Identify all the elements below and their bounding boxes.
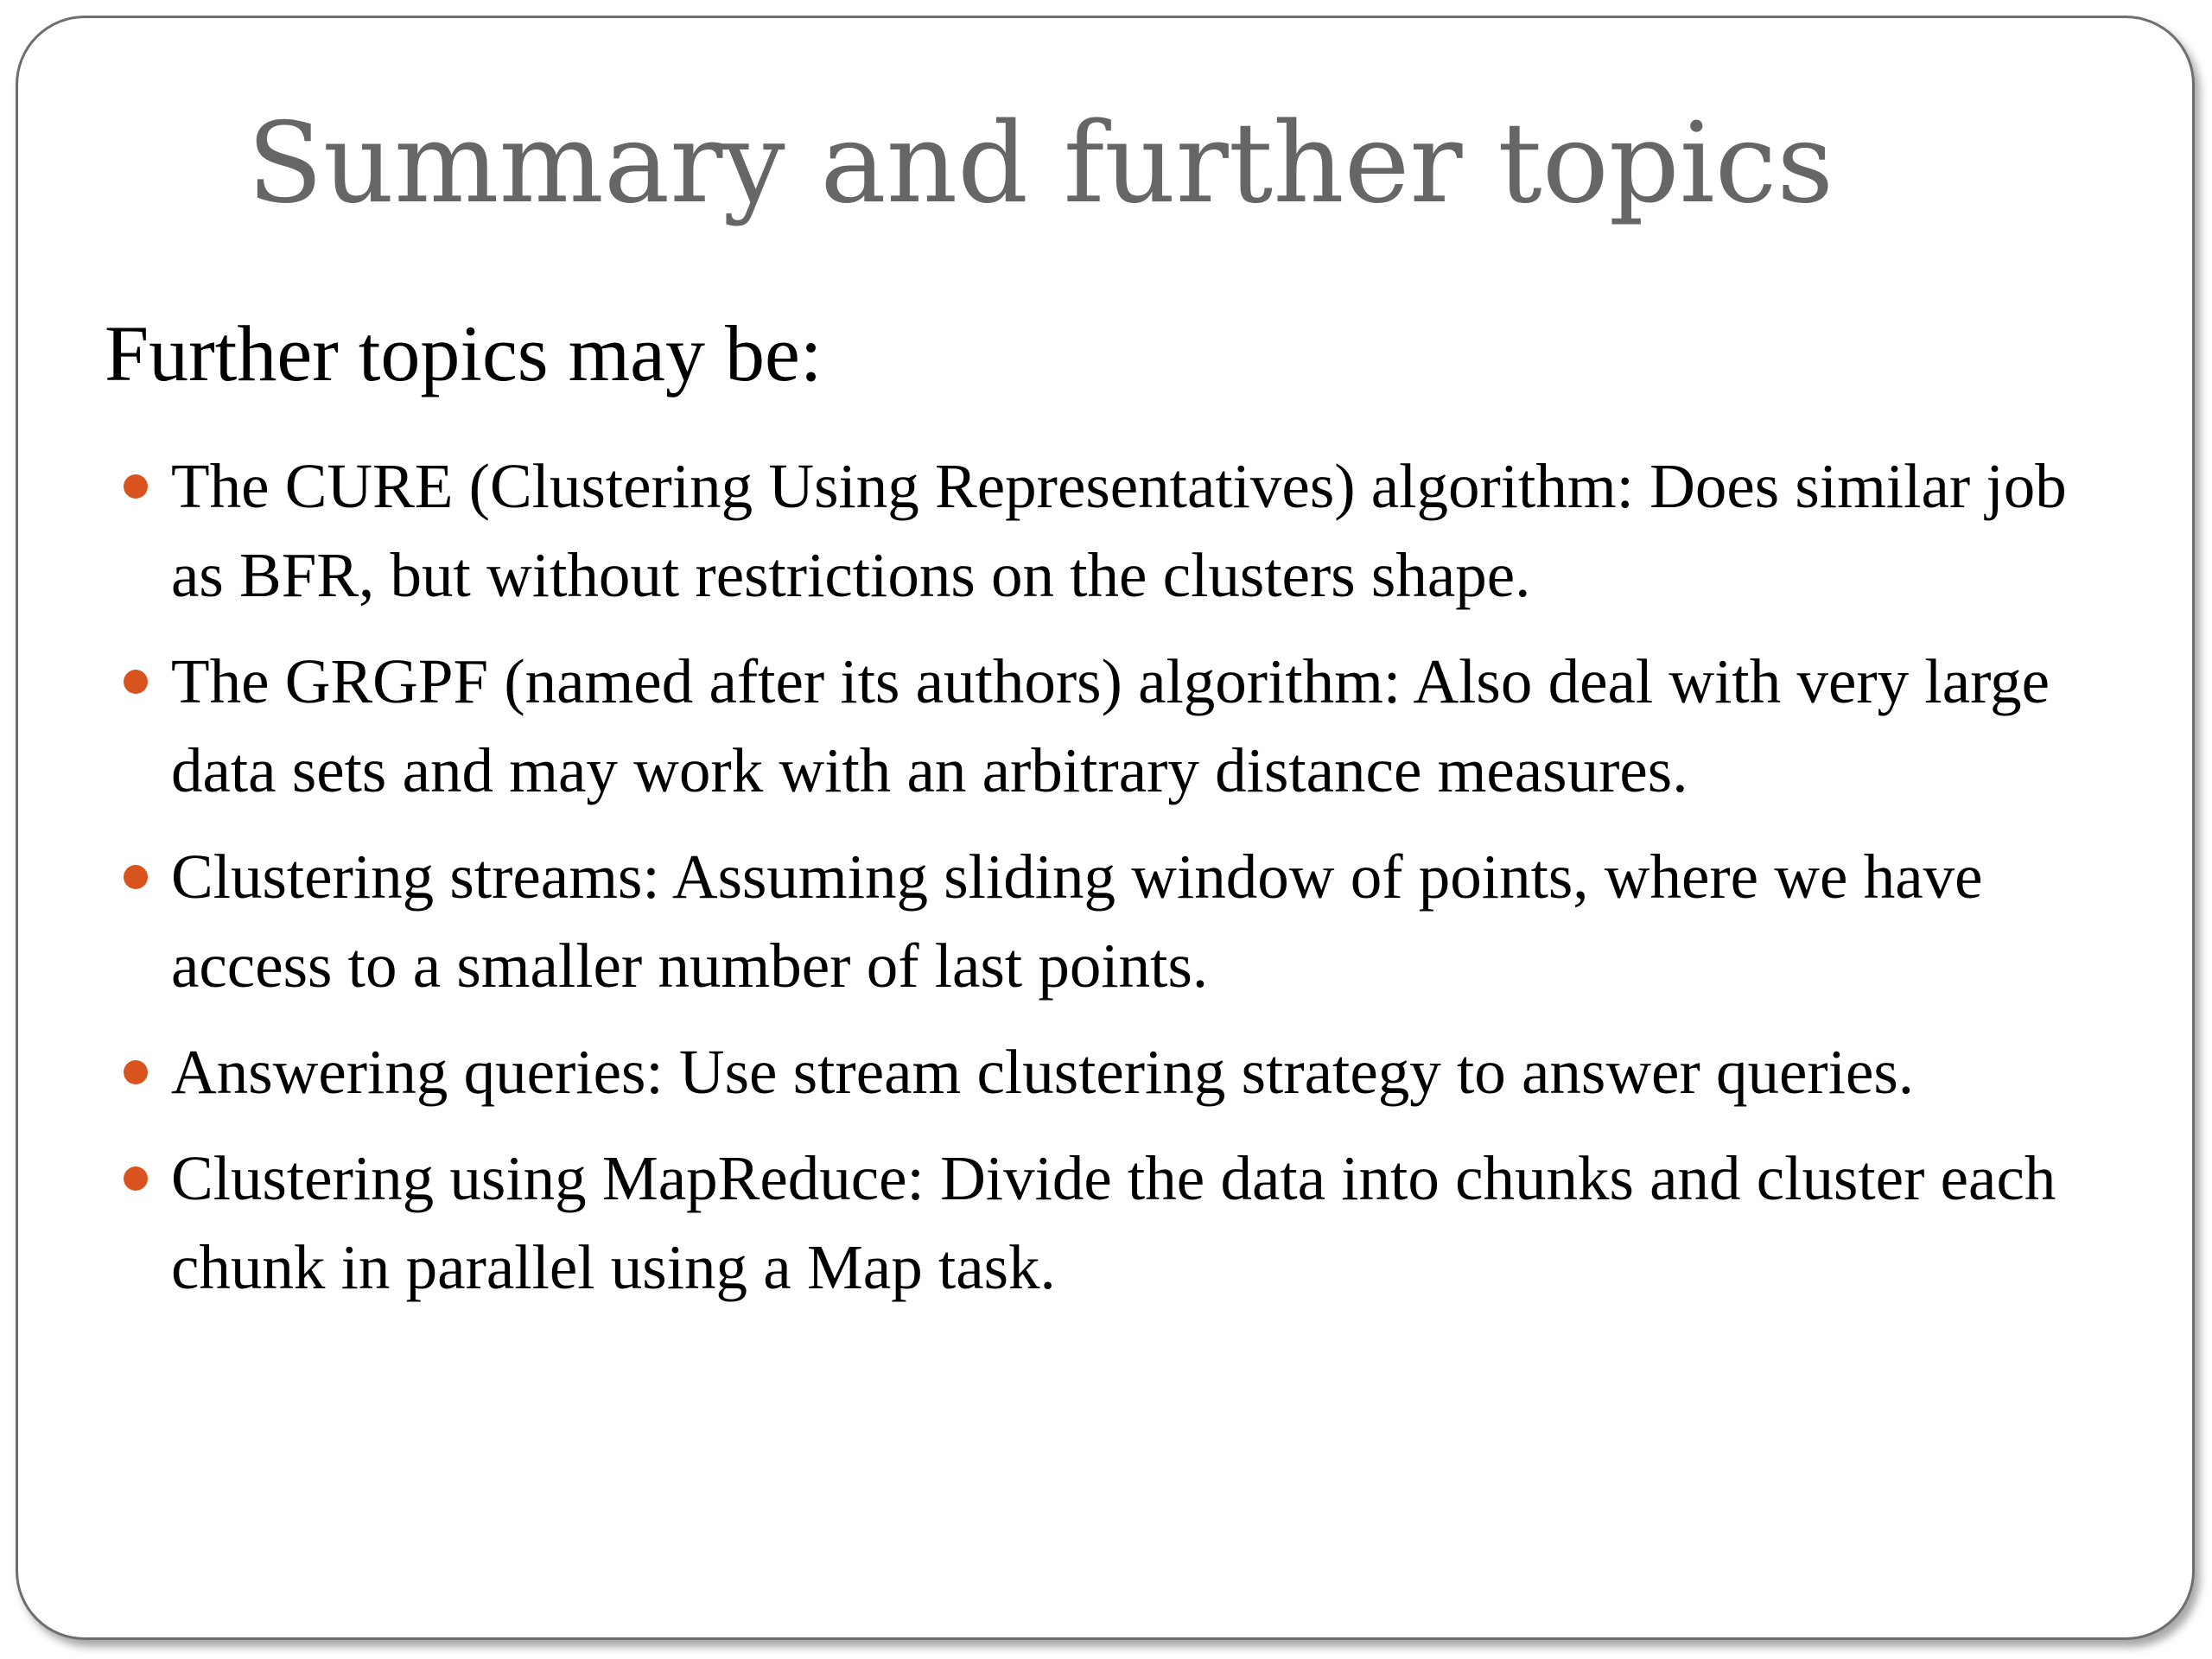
list-item xyxy=(105,832,2118,1010)
list-item-text: The GRGPF (named after its authors) algorithm: Also deal with very large data sets and may work with an arbitrary distance measures. xyxy=(171,646,2050,805)
slide xyxy=(16,16,2195,1640)
list-item-text: The CURE (Clustering Using Representatives) algorithm: Does similar job as BFR, but without restrictions on the clusters shape. xyxy=(171,451,2067,610)
list-item xyxy=(105,1134,2118,1312)
intro-text: Further topics may be: xyxy=(105,309,823,397)
list-item xyxy=(105,1027,2118,1116)
bullet-icon xyxy=(124,1166,148,1191)
bullet-icon xyxy=(124,865,148,889)
bullet-icon xyxy=(124,474,148,499)
bullet-list xyxy=(105,442,2118,1329)
list-item-text: Clustering using MapReduce: Divide the data into chunks and cluster each chunk in parallel using a Map task. xyxy=(171,1143,2056,1302)
slide-title: Summary and further topics xyxy=(247,99,1834,228)
bullet-icon xyxy=(124,1060,148,1084)
list-item xyxy=(105,637,2118,815)
list-item-text: Clustering streams: Assuming sliding window of points, where we have access to a smaller number of last points. xyxy=(171,842,1983,1001)
list-item-text: Answering queries: Use stream clustering strategy to answer queries. xyxy=(171,1037,1915,1107)
list-item xyxy=(105,442,2118,620)
bullet-icon xyxy=(124,670,148,694)
